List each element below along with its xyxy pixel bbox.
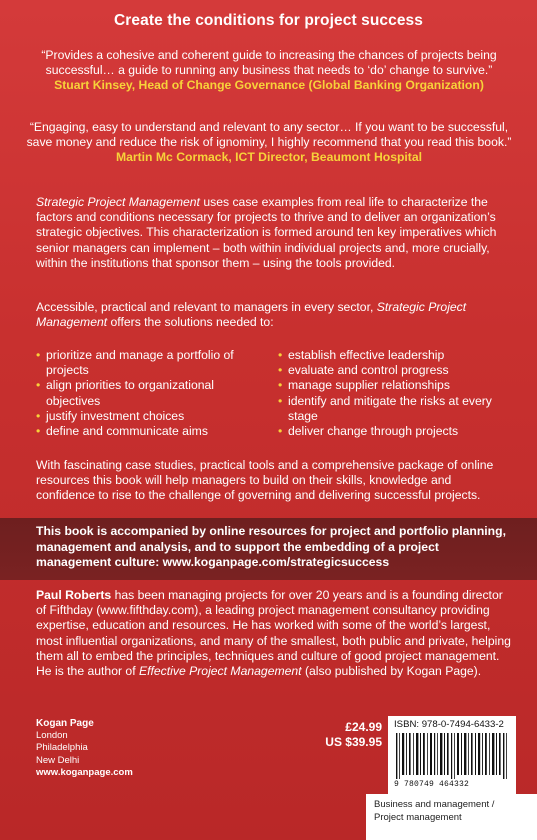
- bullet-item: • prioritize and manage a portfolio of projects: [36, 348, 266, 378]
- author-name: Paul Roberts: [36, 588, 112, 602]
- barcode-box: [388, 716, 516, 794]
- quote-2-attribution: Martin Mc Cormack, ICT Director, Beaumont Hospital: [115, 150, 423, 165]
- quote-1-text: “Provides a cohesive and coherent guide to increasing the chances of projects being successful… a guide to running any business that needs to ‘do’ change to survive.”: [41, 48, 497, 78]
- intro-book-title: Strategic Project Management: [36, 195, 200, 209]
- publisher-city: New Delhi: [36, 754, 80, 766]
- publisher-url: www.koganpage.com: [36, 766, 133, 778]
- price-usd: US $39.95: [325, 735, 382, 749]
- benefit-lists: [36, 348, 506, 439]
- cover-lower: [0, 580, 537, 840]
- barcode-icon: [394, 733, 510, 779]
- isbn-label: ISBN: 978-0-7494-6433-2: [394, 719, 504, 730]
- barcode-number: 9 780749 464332: [394, 780, 470, 789]
- bullet-list-left: [36, 348, 266, 439]
- bullet-item: • define and communicate aims: [36, 424, 266, 439]
- category-line: Project management: [374, 811, 462, 823]
- bullet-item: • manage supplier relationships: [278, 378, 506, 393]
- online-resources-text: This book is accompanied by online resources for project and portfolio planning, management and analysis, and to support the embedding of a project management culture: www.koganpage.com/strategicsuccess: [36, 524, 506, 570]
- accessible-before: Accessible, practical and relevant to managers in every sector,: [36, 300, 377, 314]
- quote-2: [24, 120, 514, 166]
- headline: Create the conditions for project success: [113, 12, 423, 29]
- online-resources-band: [0, 518, 537, 580]
- closing-paragraph: With fascinating case studies, practical tools and a comprehensive package of online resources this book will help managers to build on their skills, knowledge and confidence to rise to the challenge of governing and delivering successful projects.: [36, 458, 494, 503]
- quote-1: [24, 48, 514, 94]
- bullet-item: • deliver change through projects: [278, 424, 506, 439]
- price-gbp: £24.99: [345, 720, 382, 734]
- bullet-item: • justify investment choices: [36, 409, 266, 424]
- author-bio-tail: (also published by Kogan Page).: [301, 664, 482, 679]
- publisher-city: London: [36, 730, 68, 742]
- bullet-list-right: [278, 348, 506, 439]
- accessible-after: offers the solutions needed to:: [107, 315, 274, 330]
- author-bio: [36, 588, 514, 679]
- bullet-item: • evaluate and control progress: [278, 363, 506, 378]
- accessible-book-title: Strategic Project Management: [36, 300, 467, 330]
- category-box: [366, 794, 537, 840]
- quote-2-text: “Engaging, easy to understand and relevant to any sector… If you want to be successful, save money and reduce the risk of ignominy, I highly recommend that you read this book.”: [26, 120, 512, 150]
- publisher-city: Philadelphia: [36, 742, 88, 754]
- category-line: Business and management /: [374, 799, 495, 810]
- author-bio-text: has been managing projects for over 20 years and is a founding director of Fifthday (www.fifthday.com), a leading project management consultancy providing expertise, education and resources. He has worked with some of the world’s largest, most influential organizations, and many of the smallest, both public and private, helping them all to embed the principles, techniques and culture of good project management. He is the author of: [36, 588, 511, 679]
- bullet-item: • align priorities to organizational objectives: [36, 378, 266, 408]
- intro-paragraph: [36, 195, 506, 271]
- quote-1-attribution: Stuart Kinsey, Head of Change Governance (Global Banking Organization): [54, 78, 484, 93]
- author-other-book: Effective Project Management: [138, 664, 302, 679]
- bullet-item: • establish effective leadership: [278, 348, 506, 363]
- intro-text: uses case examples from real life to characterize the factors and conditions necessary for projects to thrive and to deliver an organization’s strategic objectives. This characterization is formed around ten key imperatives which senior managers can implement – both within individual projects and, more crucially, within the institutions that sponsor them – using the tools provided.: [36, 195, 497, 270]
- bullet-item: • identify and mitigate the risks at every stage: [278, 394, 506, 424]
- publisher-block: [36, 718, 133, 779]
- accessible-paragraph: [36, 300, 506, 330]
- publisher-name: Kogan Page: [36, 718, 94, 729]
- price-block: [304, 720, 382, 750]
